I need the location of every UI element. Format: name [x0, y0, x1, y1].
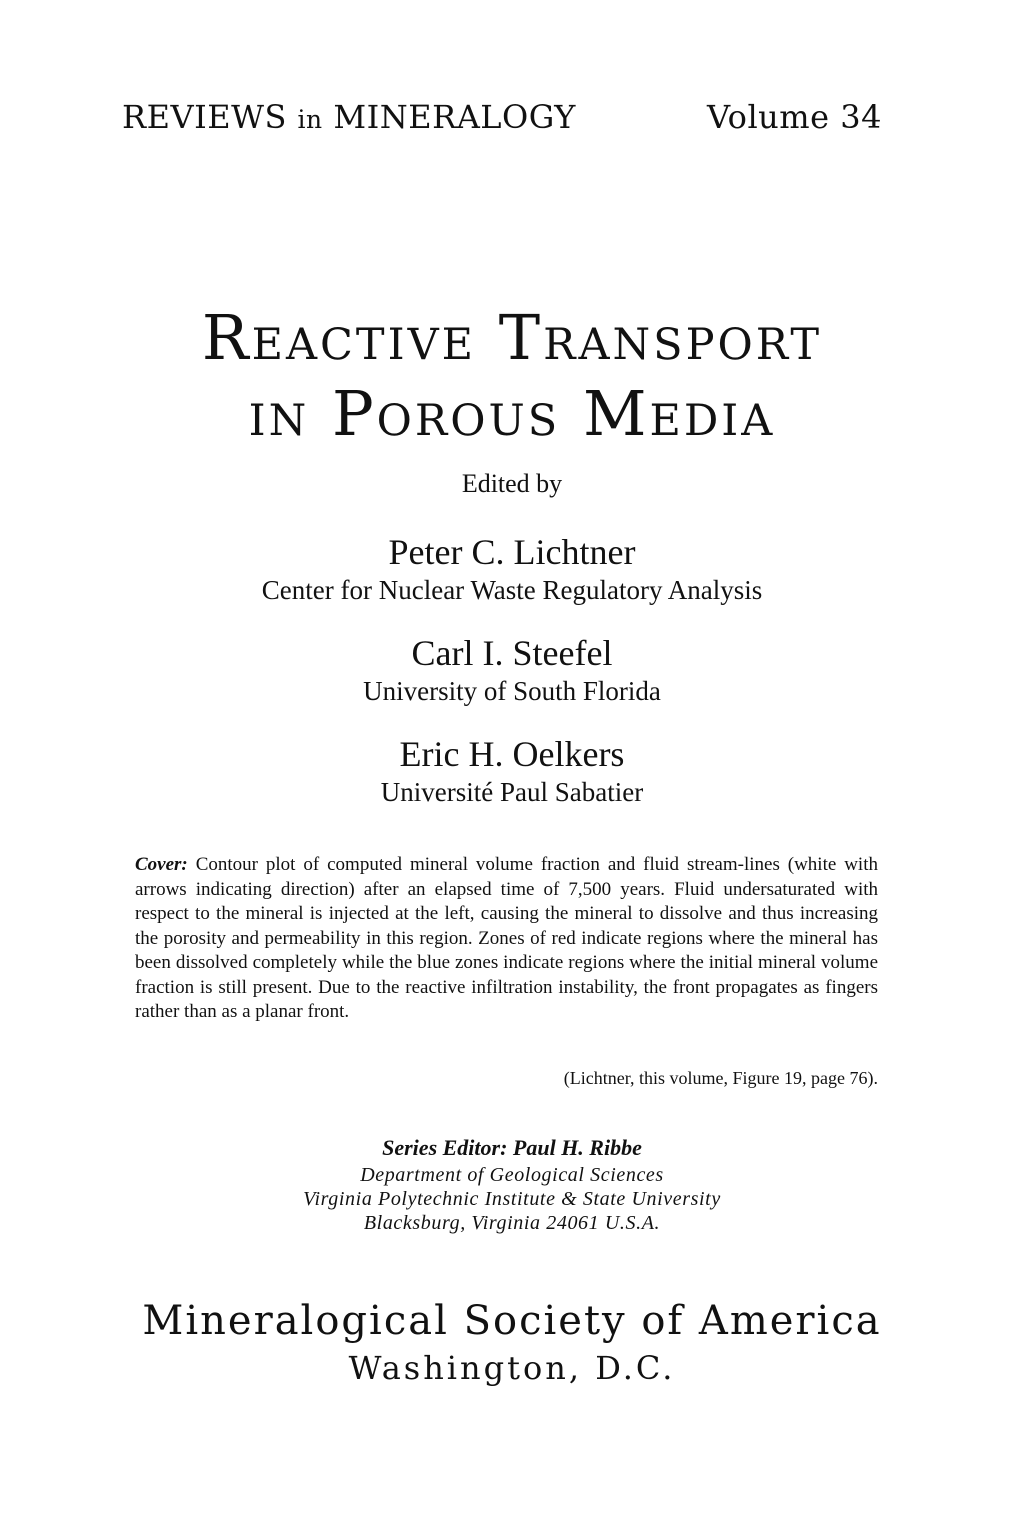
publisher-city: Washington, D.C. [348, 1349, 676, 1387]
editor-entry [0, 733, 1024, 809]
series-editor-block [0, 1133, 1024, 1235]
series-editor-institution: Virginia Polytechnic Institute & State University [303, 1188, 721, 1210]
series-volume: Volume 34 [707, 98, 882, 136]
publisher-block [0, 1295, 1024, 1389]
editor-entry [0, 531, 1024, 607]
cover-text: Contour plot of computed mineral volume fraction and fluid stream-lines (white with arrows indicating direction) after an elapsed time of 7,500 years. Fluid undersaturated with respect to the mineral is injected at the left, causing the mineral to dissolve and thus increasing the porosity and permeability in this region. Zones of red indicate regions where the mineral has been dissolved completely while the blue zones indicate regions where the initial mineral volume fraction is still present. Due to the reactive infiltration instability, the front propagates as fingers rather than as a planar front. [135, 854, 878, 1022]
publisher-name: Mineralogical Society of America [142, 1298, 882, 1344]
book-title [0, 300, 1024, 452]
book-title-line-2: in Porous Media [248, 377, 776, 450]
series-editor-address: Blacksburg, Virginia 24061 U.S.A. [363, 1212, 661, 1234]
cover-description [135, 853, 878, 1025]
series-header [122, 98, 902, 136]
series-name-part2: MINERALOGY [333, 98, 576, 136]
editor-affiliation: Center for Nuclear Waste Regulatory Analysis [261, 575, 763, 605]
edited-by-label: Edited by [461, 469, 563, 498]
cover-label: Cover: [135, 854, 188, 875]
series-editor-department: Department of Geological Sciences [360, 1164, 664, 1186]
editor-affiliation: University of South Florida [363, 676, 661, 706]
editor-entry [0, 632, 1024, 708]
series-name-part1: REVIEWS [122, 98, 287, 136]
book-title-line-1: Reactive Transport [201, 301, 823, 374]
editor-name: Eric H. Oelkers [399, 734, 625, 774]
editor-name: Carl I. Steefel [411, 633, 613, 673]
series-name-in: in [297, 105, 323, 134]
cover-citation: (Lichtner, this volume, Figure 19, page 76). [563, 1068, 878, 1088]
series-editor-title: Series Editor: Paul H. Ribbe [382, 1135, 642, 1160]
editor-name: Peter C. Lichtner [388, 532, 636, 572]
editor-affiliation: Université Paul Sabatier [380, 777, 644, 807]
